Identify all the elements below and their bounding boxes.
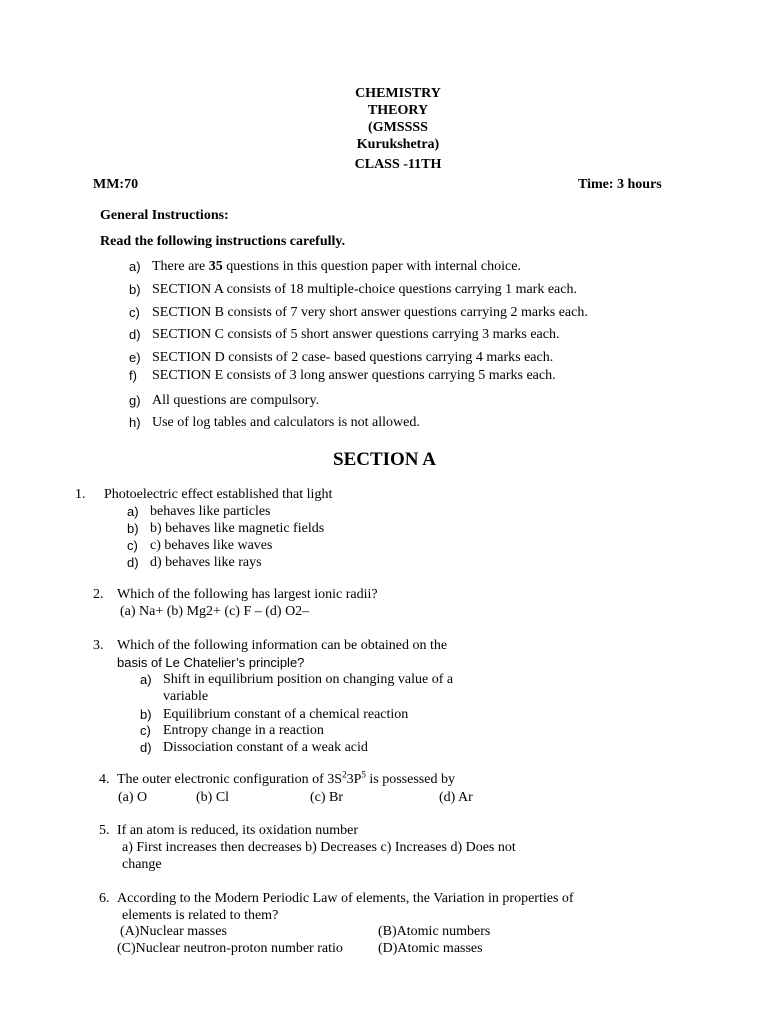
option-a: (A)Nuclear masses bbox=[120, 924, 227, 939]
option-text: d) behaves like rays bbox=[150, 555, 262, 570]
question-text-continued: basis of Le Chatelier’s principle? bbox=[117, 655, 305, 670]
instruction-label: d) bbox=[129, 327, 141, 342]
option-text: c) behaves like waves bbox=[150, 538, 273, 553]
question-number: 3. bbox=[93, 638, 104, 653]
option-label: b) bbox=[127, 521, 139, 536]
instruction-label: f) bbox=[129, 368, 137, 383]
instruction-label: c) bbox=[129, 305, 140, 320]
option-text: behaves like particles bbox=[150, 504, 271, 519]
instruction-label: b) bbox=[129, 282, 141, 297]
question-number: 5. bbox=[99, 823, 110, 838]
question-text: The outer electronic configuration of $3S^23P^5$ is possessed by bbox=[117, 769, 455, 787]
max-marks: MM:70 bbox=[93, 177, 139, 192]
instruction-text: SECTION E consists of 3 long answer questions carrying 5 marks each. bbox=[152, 368, 556, 383]
instruction-label: h) bbox=[129, 415, 141, 430]
school-name-line1: (GMSSSS bbox=[368, 120, 428, 135]
option-c: (c) Br bbox=[310, 790, 344, 805]
option-label: d) bbox=[140, 740, 152, 755]
instruction-text: SECTION A consists of 18 multiple-choice questions carrying 1 mark each. bbox=[152, 282, 577, 297]
section-title: SECTION A bbox=[333, 449, 436, 470]
paper-type: THEORY bbox=[367, 103, 429, 118]
question-text: Which of the following has largest ionic radii? bbox=[117, 587, 378, 602]
question-text-continued: elements is related to them? bbox=[122, 908, 279, 923]
option-a: (a) O bbox=[118, 790, 148, 805]
question-text: If an atom is reduced, its oxidation number bbox=[117, 823, 359, 838]
option-c: (C)Nuclear neutron-proton number ratio bbox=[117, 941, 343, 956]
instruction-text: SECTION C consists of 5 short answer questions carrying 3 marks each. bbox=[152, 327, 560, 342]
option-label: c) bbox=[127, 538, 138, 553]
time-allowed: Time: 3 hours bbox=[578, 177, 662, 192]
option-text: Equilibrium constant of a chemical reaction bbox=[163, 707, 409, 722]
class-label: CLASS -11TH bbox=[354, 157, 442, 172]
option-text: Shift in equilibrium position on changing value of a bbox=[163, 672, 454, 687]
subject-title: CHEMISTRY bbox=[355, 86, 441, 101]
options-line: (a) Na+ (b) Mg2+ (c) F – (d) O2– bbox=[120, 604, 310, 619]
options-line: a) First increases then decreases b) Decreases c) Increases d) Does not bbox=[122, 840, 516, 855]
option-text: b) behaves like magnetic fields bbox=[150, 521, 325, 536]
instruction-text: SECTION D consists of 2 case- based questions carrying 4 marks each. bbox=[152, 350, 554, 365]
option-label: a) bbox=[127, 504, 139, 519]
question-text: Photoelectric effect established that light bbox=[104, 487, 333, 502]
option-label: d) bbox=[127, 555, 139, 570]
option-b: (B)Atomic numbers bbox=[378, 924, 491, 939]
option-text: variable bbox=[163, 689, 209, 704]
question-text: Which of the following information can be obtained on the bbox=[117, 638, 448, 653]
question-number: 2. bbox=[93, 587, 104, 602]
school-name-line2: Kurukshetra) bbox=[356, 137, 440, 152]
question-number: 6. bbox=[99, 891, 110, 906]
instruction-text: All questions are compulsory. bbox=[152, 393, 320, 408]
instruction-label: g) bbox=[129, 393, 141, 408]
instruction-label: a) bbox=[129, 259, 141, 274]
question-text: According to the Modern Periodic Law of elements, the Variation in properties of bbox=[117, 891, 574, 906]
option-text: Entropy change in a reaction bbox=[163, 723, 324, 738]
instruction-text: SECTION B consists of 7 very short answer questions carrying 2 marks each. bbox=[152, 305, 588, 320]
option-d: (D)Atomic masses bbox=[378, 941, 483, 956]
option-text: Dissociation constant of a weak acid bbox=[163, 740, 368, 755]
instructions-heading: General Instructions: bbox=[100, 208, 229, 223]
option-label: a) bbox=[140, 672, 152, 687]
option-d: (d) Ar bbox=[439, 790, 473, 805]
option-label: c) bbox=[140, 723, 151, 738]
instruction-text: There are 35 questions in this question paper with internal choice. bbox=[152, 259, 521, 274]
options-line: change bbox=[122, 857, 162, 872]
instruction-text: Use of log tables and calculators is not allowed. bbox=[152, 415, 420, 430]
instruction-label: e) bbox=[129, 350, 141, 365]
question-number: 4. bbox=[99, 772, 110, 787]
option-b: (b) Cl bbox=[196, 790, 230, 805]
question-number: 1. bbox=[75, 487, 86, 502]
option-label: b) bbox=[140, 707, 152, 722]
instructions-subheading: Read the following instructions carefully. bbox=[100, 234, 346, 249]
